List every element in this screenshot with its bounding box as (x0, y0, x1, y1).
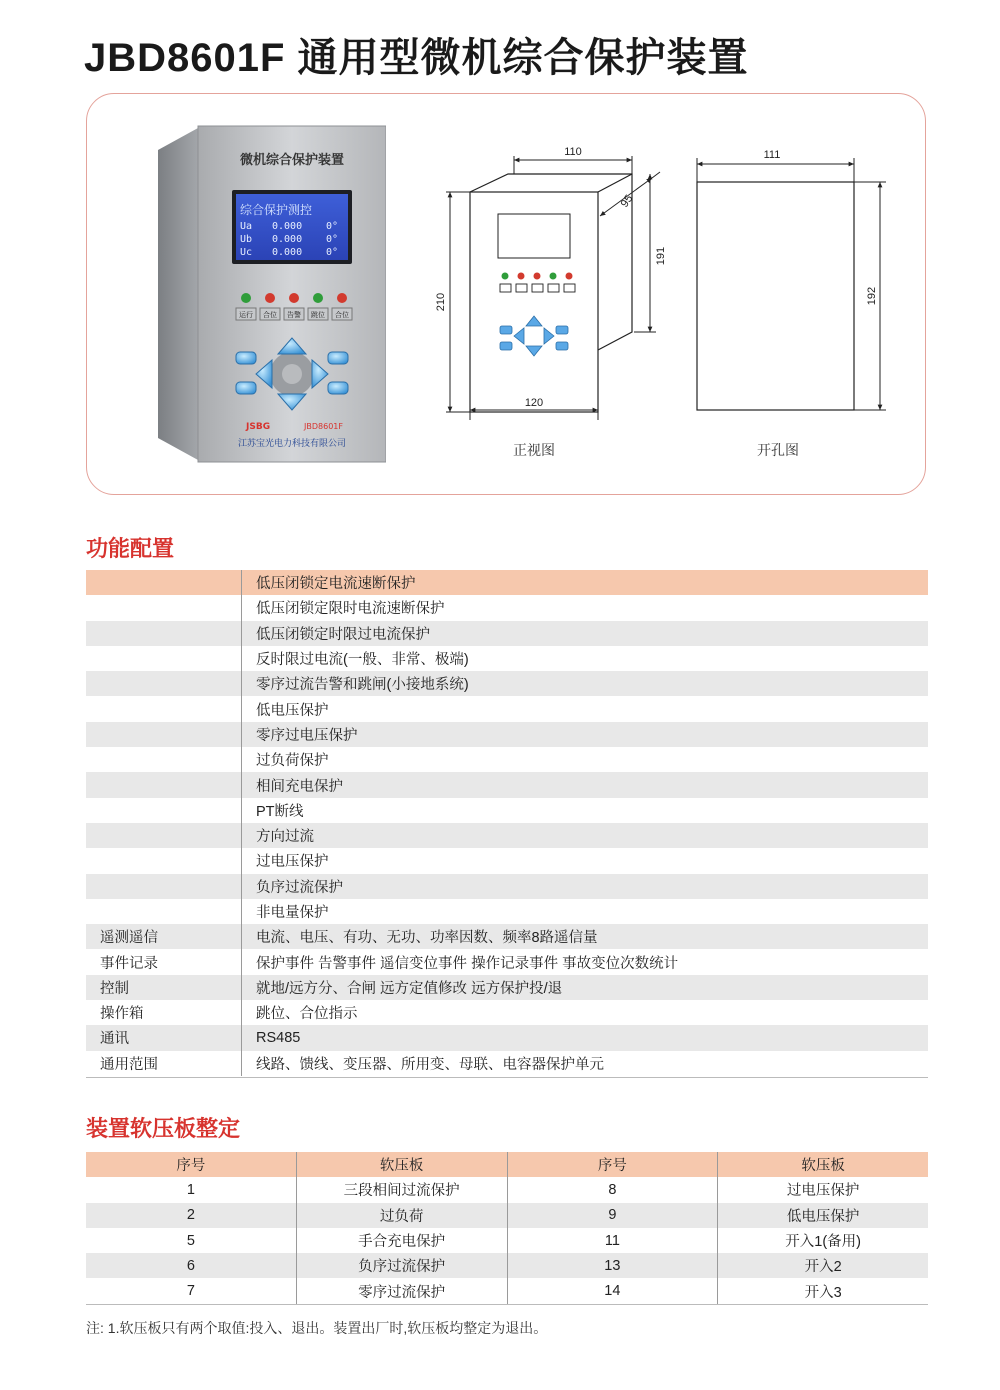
function-category: 通用范围 (86, 1051, 242, 1076)
led-pos-icon (337, 293, 347, 303)
function-category (86, 671, 242, 696)
device-panel-title: 微机综合保护装置 (239, 153, 345, 168)
dim-front-body-height: 191 (655, 246, 667, 266)
table-cell: 开入2 (717, 1253, 928, 1278)
lcd-row-value: 0.000 (272, 234, 303, 245)
table-divider (86, 1077, 928, 1078)
table-cell: 6 (186, 1257, 195, 1274)
led-label: 合位 (263, 311, 277, 319)
function-item: 低压闭锁定时限过电流保护 (256, 626, 430, 643)
device-side-panel (158, 128, 198, 460)
function-category (86, 646, 242, 671)
lcd-row-value: 0.000 (272, 221, 303, 232)
table-cell: 零序过流保护 (296, 1278, 507, 1303)
table-row (86, 975, 928, 1000)
function-category (86, 823, 242, 848)
table-row (86, 696, 928, 721)
table-row (86, 823, 928, 848)
function-item: 电流、电压、有功、无功、功率因数、频率8路遥信量 (256, 930, 598, 947)
table-cell: 过电压保护 (717, 1177, 928, 1202)
led-label: 告警 (287, 311, 301, 319)
table-row (86, 570, 928, 595)
function-item: RS485 (256, 1029, 301, 1046)
column-header: 序号 (507, 1152, 718, 1177)
led-label: 合位 (335, 311, 349, 319)
table-cell: 7 (186, 1283, 195, 1300)
function-category (86, 570, 242, 595)
table-row (86, 924, 928, 949)
front-view-caption: 正视图 (513, 442, 555, 458)
table-cell: 13 (507, 1253, 718, 1278)
page-title: JBD8601F 通用型微机综合保护装置 (84, 36, 749, 80)
table-row (86, 848, 928, 873)
table-row (86, 1228, 928, 1253)
company-name: 江苏宝光电力科技有限公司 (237, 439, 347, 449)
function-item: 相间充电保护 (256, 778, 343, 795)
dim-front-bottom-width: 120 (524, 397, 544, 409)
function-item: 跳位、合位指示 (256, 1006, 358, 1023)
key-set-icon (236, 352, 256, 364)
dimension-drawings (420, 130, 900, 470)
dim-front-depth: 95 (618, 192, 636, 210)
dim-cutout-width: 111 (763, 149, 781, 161)
dim-cutout-height: 192 (866, 286, 878, 306)
function-category (86, 595, 242, 620)
led-run-icon (241, 293, 251, 303)
lcd-row-unit: 0° (326, 234, 339, 245)
lcd-header: 综合保护测控 (240, 203, 313, 217)
footnote: 注: 1.软压板只有两个取值:投入、退出。装置出厂时,软压板均整定为退出。 (86, 1320, 548, 1336)
dim-front-width: 110 (564, 146, 582, 158)
lcd-row-label: Ub (240, 234, 253, 245)
table-row (86, 621, 928, 646)
function-item: PT断线 (256, 803, 304, 820)
function-item: 低电压保护 (256, 702, 329, 719)
table-cell: 1 (186, 1181, 195, 1198)
dim-front-height: 210 (435, 292, 447, 312)
device-photo (154, 124, 386, 464)
table-row (86, 772, 928, 797)
function-item: 负序过流保护 (256, 879, 343, 896)
table-cell: 开入1(备用) (717, 1228, 928, 1253)
table-row (86, 798, 928, 823)
table-row (86, 671, 928, 696)
function-item: 线路、馈线、变压器、所用变、母联、电容器保护单元 (256, 1056, 604, 1073)
lcd-row-unit: 0° (326, 247, 339, 258)
function-item: 零序过电压保护 (256, 727, 358, 744)
led-close-icon (265, 293, 275, 303)
brand-logo: JSBG (246, 422, 271, 432)
led-trip-icon (313, 293, 323, 303)
device-model: JBD8601F (304, 422, 343, 431)
function-item: 保护事件 告警事件 遥信变位事件 操作记录事件 事故变位次数统计 (256, 955, 679, 972)
function-category (86, 899, 242, 924)
function-category (86, 696, 242, 721)
table-row (86, 1025, 928, 1050)
table-row (86, 1000, 928, 1025)
front-view-leds (502, 273, 573, 280)
soft-platen-table (86, 1152, 928, 1304)
table-cell: 负序过流保护 (296, 1253, 507, 1278)
table-row (86, 1278, 928, 1303)
table-cell: 三段相间过流保护 (296, 1177, 507, 1202)
function-category (86, 772, 242, 797)
function-category: 遥测遥信 (86, 924, 242, 949)
function-category (86, 798, 242, 823)
table-cell: 开入3 (717, 1278, 928, 1303)
cutout-drawing (697, 182, 854, 410)
function-category (86, 722, 242, 747)
cutout-caption: 开孔图 (757, 442, 799, 458)
key-plus-icon (328, 352, 348, 364)
function-category: 操作箱 (86, 1000, 242, 1025)
function-category (86, 848, 242, 873)
function-table (86, 570, 928, 1076)
table-cell: 9 (507, 1203, 718, 1228)
function-item: 低压闭锁定电流速断保护 (256, 576, 416, 593)
table-header-row (86, 1152, 928, 1177)
table-cell: 手合充电保护 (296, 1228, 507, 1253)
table-row (86, 1177, 928, 1202)
table-cell: 低电压保护 (717, 1203, 928, 1228)
function-section-title: 功能配置 (86, 536, 175, 561)
table-row (86, 1051, 928, 1076)
front-view-keypad (500, 316, 568, 356)
table-row (86, 949, 928, 974)
led-alarm-icon (289, 293, 299, 303)
lcd-row-label: Ua (240, 221, 253, 232)
table-cell: 11 (507, 1228, 718, 1253)
table-cell: 5 (186, 1232, 195, 1249)
function-item: 反时限过电流(一般、非常、极端) (256, 652, 469, 669)
table-cell: 8 (507, 1177, 718, 1202)
function-category (86, 747, 242, 772)
function-category: 通讯 (86, 1025, 242, 1050)
led-label: 跳位 (311, 311, 325, 319)
table-row (86, 747, 928, 772)
function-item: 过电压保护 (256, 854, 329, 871)
column-header: 软压板 (717, 1152, 928, 1177)
soft-section-title: 装置软压板整定 (86, 1116, 241, 1141)
column-header: 软压板 (296, 1152, 507, 1177)
function-category: 控制 (86, 975, 242, 1000)
front-view-drawing (470, 174, 632, 412)
function-category (86, 874, 242, 899)
table-cell: 过负荷 (296, 1203, 507, 1228)
function-item: 非电量保护 (256, 905, 329, 921)
function-item: 过负荷保护 (256, 753, 329, 770)
key-minus-icon (328, 382, 348, 394)
table-row (86, 899, 928, 924)
table-row (86, 646, 928, 671)
table-row (86, 1203, 928, 1228)
led-label: 运行 (239, 311, 253, 319)
function-category (86, 621, 242, 646)
function-item: 就地/远方分、合闸 远方定值修改 远方保护投/退 (256, 980, 563, 997)
table-cell: 14 (507, 1278, 718, 1303)
lcd-row-value: 0.000 (272, 247, 303, 258)
table-cell: 2 (186, 1207, 195, 1224)
lcd-row-unit: 0° (326, 221, 339, 232)
function-category: 事件记录 (86, 949, 242, 974)
key-esc-icon (236, 382, 256, 394)
function-item: 低压闭锁定限时电流速断保护 (256, 601, 445, 618)
function-item: 方向过流 (256, 829, 314, 846)
table-divider (86, 1304, 928, 1305)
table-row (86, 595, 928, 620)
function-item: 零序过流告警和跳闸(小接地系统) (256, 677, 469, 694)
table-row (86, 874, 928, 899)
lcd-row-label: Uc (240, 247, 253, 258)
table-row (86, 1253, 928, 1278)
column-header: 序号 (176, 1158, 206, 1175)
table-row (86, 722, 928, 747)
